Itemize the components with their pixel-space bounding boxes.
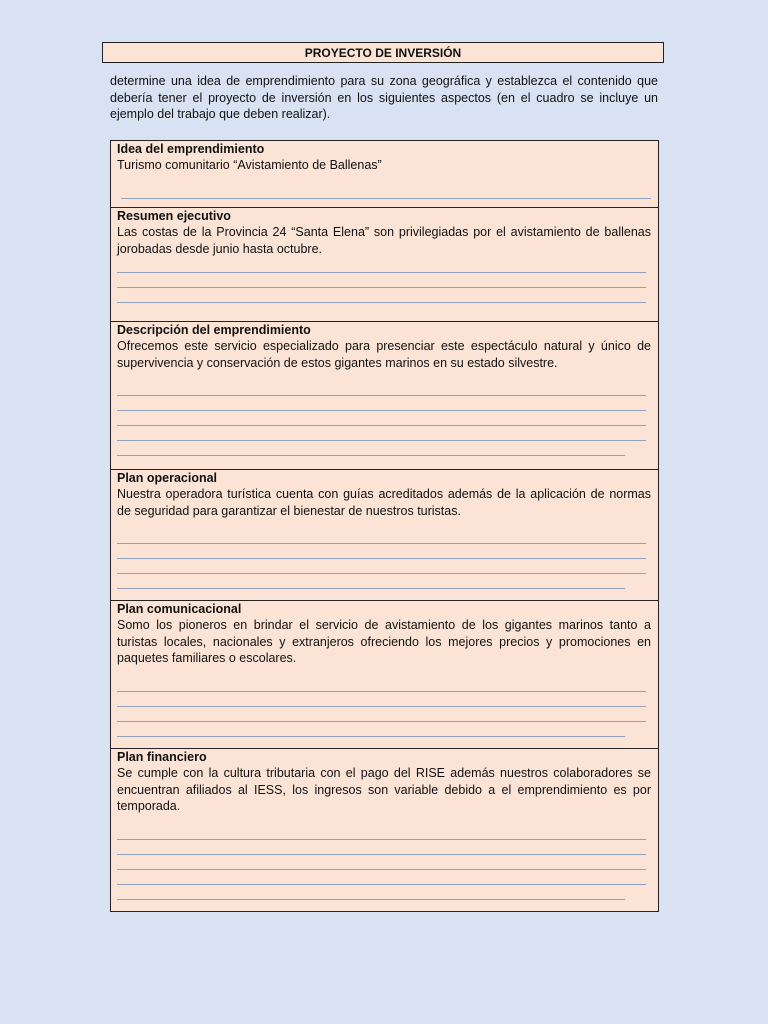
writing-line bbox=[117, 543, 646, 544]
writing-line bbox=[117, 558, 646, 559]
writing-lines bbox=[117, 395, 651, 456]
section-financial-plan bbox=[111, 748, 658, 911]
section-text: Las costas de la Provincia 24 “Santa Elena” son privilegiadas por el avistamiento de ballenas jorobadas desde junio hasta octubre. bbox=[117, 225, 651, 256]
instructions-text: determine una idea de emprendimiento para su zona geográfica y establezca el contenido que debería tener el proyecto de inversión en los siguientes aspectos (en el cuadro se incluye un ejemplo del trabajo que deben realizar). bbox=[110, 74, 658, 121]
writing-line bbox=[117, 287, 646, 288]
section-text: Turismo comunitario “Avistamiento de Ballenas” bbox=[117, 158, 382, 172]
investment-project-table bbox=[110, 140, 659, 912]
section-heading: Plan comunicacional bbox=[117, 602, 242, 616]
writing-lines bbox=[117, 543, 651, 589]
writing-line bbox=[117, 573, 646, 574]
section-text: Somo los pioneros en brindar el servicio de avistamiento de los gigantes marinos tanto a turistas locales, nacionales y extranjeros ofreciendo los mejores precios y promociones en paquetes familiares o escolares. bbox=[117, 618, 651, 665]
section-text: Se cumple con la cultura tributaria con el pago del RISE además nuestros colaboradores se encuentran afiliados al IESS, los ingresos son variable debido a el emprendimiento es por temporada. bbox=[117, 766, 651, 813]
writing-line bbox=[117, 736, 625, 737]
writing-line bbox=[117, 440, 646, 441]
section-text: Nuestra operadora turística cuenta con guías acreditados además de la aplicación de normas de seguridad para garantizar el bienestar de nuestros turistas. bbox=[117, 487, 651, 518]
section-operational-plan bbox=[111, 469, 658, 600]
section-communication-plan bbox=[111, 600, 658, 748]
writing-line bbox=[117, 272, 646, 273]
writing-line bbox=[117, 721, 646, 722]
writing-lines bbox=[117, 272, 651, 303]
writing-line bbox=[117, 425, 646, 426]
section-text: Ofrecemos este servicio especializado para presenciar este espectáculo natural y único de supervivencia y conservación de estos gigantes marinos en su estado silvestre. bbox=[117, 339, 651, 370]
section-heading: Descripción del emprendimiento bbox=[117, 323, 311, 337]
writing-line bbox=[117, 869, 646, 870]
writing-line bbox=[121, 198, 651, 199]
writing-line bbox=[117, 706, 646, 707]
document-title: PROYECTO DE INVERSIÓN bbox=[102, 42, 664, 63]
writing-line bbox=[117, 839, 646, 840]
writing-lines bbox=[117, 691, 651, 737]
writing-line bbox=[117, 588, 625, 589]
section-heading: Plan financiero bbox=[117, 750, 207, 764]
section-heading: Resumen ejecutivo bbox=[117, 209, 231, 223]
writing-line bbox=[117, 455, 625, 456]
writing-lines bbox=[117, 839, 651, 900]
section-idea bbox=[111, 141, 658, 207]
writing-line bbox=[117, 884, 646, 885]
section-executive-summary bbox=[111, 207, 658, 321]
writing-lines bbox=[117, 198, 651, 199]
writing-line bbox=[117, 854, 646, 855]
writing-line bbox=[117, 302, 646, 303]
section-heading: Idea del emprendimiento bbox=[117, 142, 265, 156]
section-heading: Plan operacional bbox=[117, 471, 218, 485]
writing-line bbox=[117, 899, 625, 900]
writing-line bbox=[117, 410, 646, 411]
writing-line bbox=[117, 691, 646, 692]
writing-line bbox=[117, 395, 646, 396]
section-description bbox=[111, 321, 658, 469]
